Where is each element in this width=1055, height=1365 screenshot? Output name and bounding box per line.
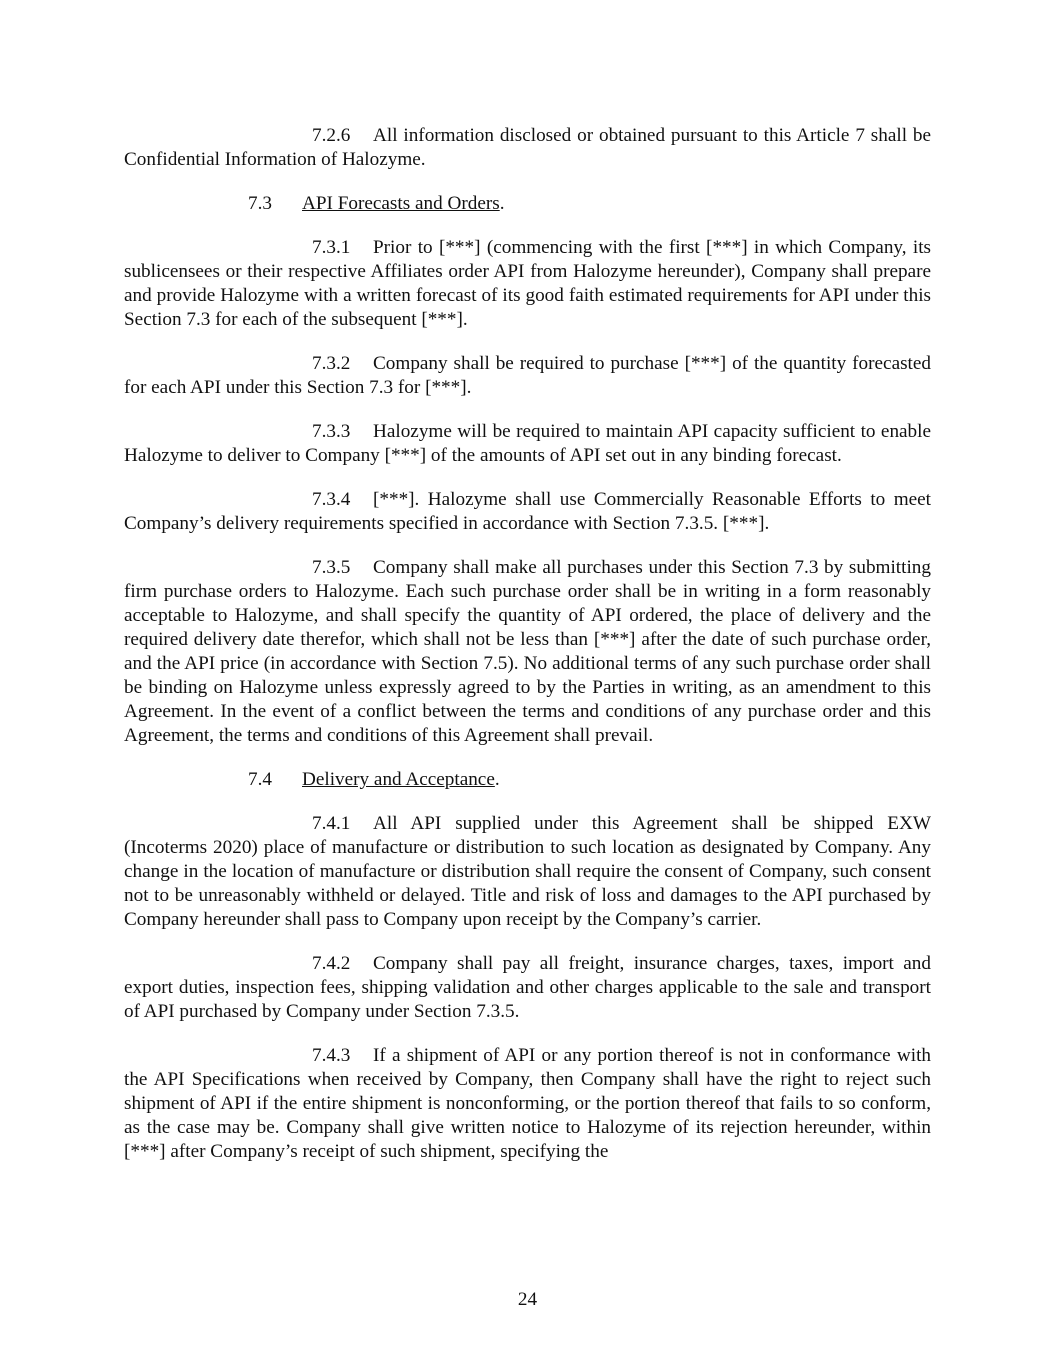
paragraph-text: All information disclosed or obtained pursuant to this Article 7 shall be Confidential Information of Halozyme. xyxy=(124,125,931,170)
section-number: 7.3.1 xyxy=(312,237,351,258)
paragraph-7-4-3 xyxy=(124,1044,931,1164)
heading-7-4 xyxy=(124,768,931,792)
paragraph-7-4-1 xyxy=(124,812,931,932)
section-number: 7.4.3 xyxy=(312,1045,351,1066)
section-number: 7.3.4 xyxy=(312,489,351,510)
section-number: 7.4 xyxy=(248,769,272,790)
paragraph-7-3-2 xyxy=(124,352,931,400)
paragraph-7-3-4 xyxy=(124,488,931,536)
section-title: Delivery and Acceptance xyxy=(302,769,495,790)
page-number: 24 xyxy=(517,1289,538,1310)
paragraph-7-3-5 xyxy=(124,556,931,748)
section-number: 7.3 xyxy=(248,193,272,214)
paragraph-text: Company shall pay all freight, insurance charges, taxes, import and export duties, inspection fees, shipping validation and other charges applicable to the sale and transport of API purchased by Company under Section 7.3.5. xyxy=(124,953,931,1022)
paragraph-text: Company shall be required to purchase [***] of the quantity forecasted for each API under this Section 7.3 for [***]. xyxy=(124,353,931,398)
section-number: 7.4.1 xyxy=(312,813,351,834)
paragraph-text: Halozyme will be required to maintain API capacity sufficient to enable Halozyme to deliver to Company [***] of the amounts of API set out in any binding forecast. xyxy=(124,421,931,466)
section-title: API Forecasts and Orders xyxy=(302,193,500,214)
paragraph-text: If a shipment of API or any portion thereof is not in conformance with the API Specifications when received by Company, then Company shall have the right to reject such shipment of API if the entire shipment is nonconforming, or the portion thereof that fails to so conform, as the case may be. Company shall give written notice to Halozyme of its rejection hereunder, within [***] after Company’s receipt of such shipment, specifying the xyxy=(124,1045,931,1162)
paragraph-text: [***]. Halozyme shall use Commercially Reasonable Efforts to meet Company’s delivery requirements specified in accordance with Section 7.3.5. [***]. xyxy=(124,489,931,534)
heading-7-3 xyxy=(124,192,931,216)
section-title-suffix: . xyxy=(494,769,500,790)
section-number: 7.2.6 xyxy=(312,125,351,146)
paragraph-7-3-3 xyxy=(124,420,931,468)
paragraph-text: Prior to [***] (commencing with the first [***] in which Company, its sublicensees or their respective Affiliates order API from Halozyme hereunder), Company shall prepare and provide Halozyme with a written forecast of its good faith estimated requirements for API under this Section 7.3 for each of the subsequent [***]. xyxy=(124,237,931,330)
section-title-suffix: . xyxy=(499,193,505,214)
section-number: 7.3.5 xyxy=(312,557,351,578)
section-number: 7.3.3 xyxy=(312,421,351,442)
document-page xyxy=(124,124,931,1184)
paragraph-text: All API supplied under this Agreement shall be shipped EXW (Incoterms 2020) place of manufacture or distribution to such location as designated by Company. Any change in the location of manufacture or distribution shall require the consent of Company, such consent not to be unreasonably withheld or delayed. Title and risk of loss and damages to the API purchased by Company hereunder shall pass to Company upon receipt by the Company’s carrier. xyxy=(124,813,931,930)
paragraph-7-4-2 xyxy=(124,952,931,1024)
paragraph-text: Company shall make all purchases under this Section 7.3 by submitting firm purchase orders to Halozyme. Each such purchase order shall be in writing in a form reasonably acceptable to Halozyme, and shall specify the quantity of API ordered, the place of delivery and the required delivery date therefor, which shall not be less than [***] after the date of such purchase order, and the API price (in accordance with Section 7.5). No additional terms of any such purchase order shall be binding on Halozyme unless expressly agreed to by the Parties in writing, as an amendment to this Agreement. In the event of a conflict between the terms and conditions of any purchase order and this Agreement, the terms and conditions of this Agreement shall prevail. xyxy=(124,557,931,746)
paragraph-7-3-1 xyxy=(124,236,931,332)
paragraph-7-2-6 xyxy=(124,124,931,172)
section-number: 7.3.2 xyxy=(312,353,351,374)
section-number: 7.4.2 xyxy=(312,953,351,974)
